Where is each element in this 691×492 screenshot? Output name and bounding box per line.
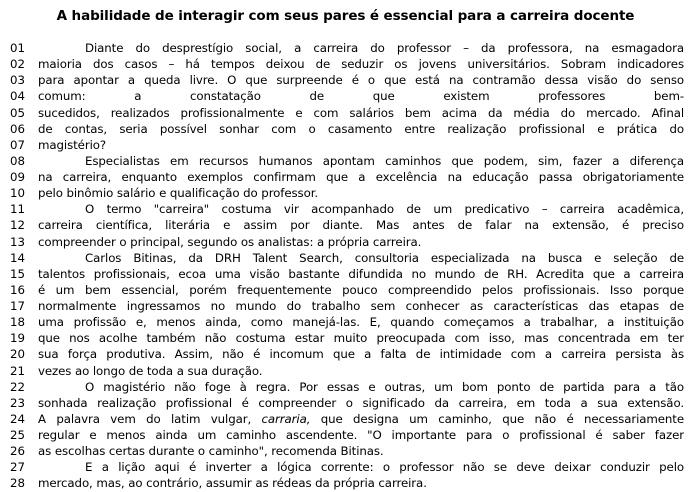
- text-line: [10, 363, 684, 379]
- plain-text: A palavra vem do latim vulgar,: [38, 411, 262, 426]
- line-text: sucedidos, realizados profissionalmente e com salários bem acima da média do mercado. Afinal: [38, 105, 684, 120]
- text-line: [10, 330, 684, 346]
- line-text: [38, 411, 684, 427]
- text-line: [10, 169, 684, 185]
- text-line: [10, 234, 684, 250]
- line-text: é um bem essencial, porém frequentemente pouco compreendido pelos profissionais. Isso porque: [38, 282, 684, 297]
- line-text: Diante do desprestígio social, a carreira do professor – da professora, na esmagadora: [85, 41, 684, 55]
- line-number: 02: [10, 57, 26, 72]
- line-number: 11: [10, 202, 26, 217]
- line-number: 22: [10, 379, 26, 394]
- line-number: 07: [10, 137, 26, 152]
- line-text: sua força produtiva. Assim, não é incomum que a falta de intimidade com a carreira persista às: [38, 347, 684, 362]
- text-line: [10, 201, 684, 217]
- line-text: Especialistas em recursos humanos apontam caminhos que podem, sim, fazer a diferença: [85, 153, 684, 168]
- line-number: 18: [10, 315, 26, 330]
- line-number: 24: [10, 411, 26, 426]
- line-text: Carlos Bitinas, da DRH Talent Search, consultoria especializada na busca e seleção de: [85, 250, 684, 265]
- line-number: 09: [10, 170, 26, 184]
- line-number: 14: [10, 250, 26, 265]
- line-text: na carreira, enquanto exemplos confirmam que a excelência na educação passa obrigatoriamente: [38, 170, 684, 184]
- text-line: [10, 427, 684, 443]
- italic-text: carraria,: [261, 411, 311, 426]
- line-text: maioria dos casos – há tempos deixou de seduzir os jovens universitários. Sobram indicadores: [38, 57, 684, 72]
- text-line: [10, 40, 684, 56]
- plain-text: que designa um caminho, que não é necessariamente: [310, 411, 684, 426]
- text-line: [10, 88, 684, 104]
- text-line: [10, 395, 684, 411]
- text-line: [10, 266, 684, 282]
- text-line: [10, 153, 684, 169]
- text-line: [10, 443, 684, 459]
- text-line: [10, 185, 684, 201]
- line-text: de contas, seria possível sonhar com o casamento entre realização profissional e prática do: [38, 121, 684, 136]
- line-number: 17: [10, 299, 26, 313]
- line-text: O termo "carreira" costuma vir acompanhado de um predicativo – carreira acadêmica,: [85, 202, 684, 217]
- line-number: 03: [10, 73, 26, 88]
- line-number: 05: [10, 105, 26, 120]
- text-line: [10, 298, 684, 314]
- line-number: 20: [10, 347, 26, 362]
- line-number: 25: [10, 428, 26, 442]
- text-line: [10, 250, 684, 266]
- line-number: 06: [10, 121, 26, 136]
- line-text: talentos profissionais, ecoa uma visão bastante difundida no mundo de RH. Acredita que a carreira: [38, 266, 684, 281]
- text-line: [10, 379, 684, 395]
- text-line: [10, 282, 684, 298]
- line-text: normalmente ingressamos no mundo do trabalho sem conhecer as características das etapas de: [38, 299, 684, 313]
- text-line: [10, 72, 684, 88]
- line-text: que nos acolhe também não costuma estar muito preocupada com isso, mas concentrada em ter: [38, 331, 684, 346]
- text-line: [10, 314, 684, 330]
- line-number: 21: [10, 363, 26, 378]
- line-text: O magistério não foge à regra. Por essas e outras, um bom ponto de partida para a tão: [85, 379, 684, 394]
- text-line: [10, 459, 684, 475]
- line-text: carreira científica, literária e assim por diante. Mas antes de falar na extensão, é preciso: [38, 218, 684, 233]
- line-number: 23: [10, 395, 26, 410]
- text-line: [10, 217, 684, 233]
- line-number: 12: [10, 218, 26, 233]
- text-line: [10, 346, 684, 362]
- line-text: comum: a constatação de que existem professores bem-: [38, 89, 684, 104]
- line-text: as escolhas certas durante o caminho", recomenda Bitinas.: [38, 444, 384, 459]
- line-text: vezes ao longo de toda a sua duração.: [38, 363, 263, 378]
- line-number: 19: [10, 331, 26, 346]
- line-number: 27: [10, 460, 26, 475]
- text-line: [10, 56, 684, 72]
- document-title: A habilidade de interagir com seus pares é essencial para a carreira docente: [56, 8, 635, 24]
- line-number: 16: [10, 282, 26, 297]
- line-text: sonhada realização profissional é compreender o significado da carreira, em toda a sua extensão.: [38, 395, 684, 410]
- line-number: 08: [10, 153, 26, 168]
- line-number: 13: [10, 234, 26, 249]
- line-text: E a lição aqui é inverter a lógica corrente: o professor não se deve deixar conduzir pelo: [85, 460, 684, 475]
- line-number: 28: [10, 476, 26, 491]
- line-number: 15: [10, 266, 26, 281]
- text-line: [10, 105, 684, 121]
- text-body: [0, 40, 691, 492]
- text-line: [10, 411, 684, 427]
- text-line: [10, 475, 684, 491]
- line-text: regular e menos ainda um caminho ascendente. "O importante para o profissional é saber fazer: [38, 428, 684, 442]
- line-text: magistério?: [38, 137, 107, 152]
- line-number: 26: [10, 444, 26, 459]
- line-number: 04: [10, 89, 26, 104]
- line-text: uma profissão e, menos ainda, como manejá-las. E, quando começamos a trabalhar, a instituição: [38, 315, 684, 330]
- line-text: pelo binômio salário e qualificação do professor.: [38, 186, 319, 201]
- text-line: [10, 121, 684, 137]
- line-text: mercado, mas, ao contrário, assumir as rédeas da própria carreira.: [38, 476, 427, 491]
- line-number: 01: [10, 41, 26, 55]
- line-text: para apontar a queda livre. O que surpreende é o que está na contramão dessa visão do senso: [38, 73, 684, 88]
- line-number: 10: [10, 186, 26, 201]
- line-text: compreender o principal, segundo os analistas: a própria carreira.: [38, 234, 422, 249]
- text-line: [10, 137, 684, 153]
